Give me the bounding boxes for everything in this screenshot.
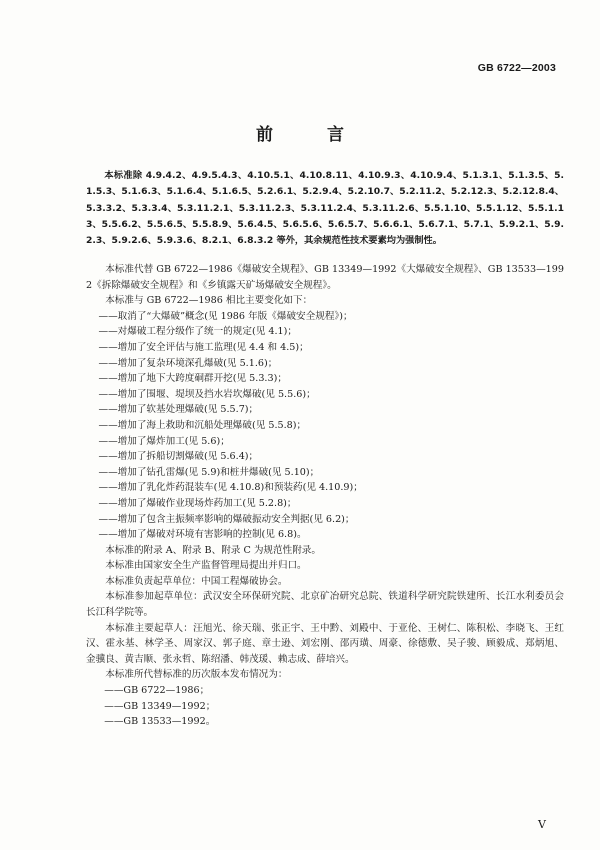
change-item: ——增加了软基处理爆破(见 5.5.7)；: [98, 404, 259, 416]
paragraph: 本标准负责起草单位：中国工程爆破协会。: [105, 575, 288, 587]
intro-section: [86, 168, 564, 249]
paragraph: 本标准由国家安全生产监督管理局提出并归口。: [105, 560, 307, 572]
change-item: ——增加了爆破作业现场炸药加工(见 5.2.8)；: [98, 497, 297, 509]
change-item: ——增加了复杂环境深孔爆破(见 5.1.6)；: [98, 357, 278, 369]
intro-paragraph: 本标准除 4.9.4.2、4.9.5.4.3、4.10.5.1、4.10.8.11、4.10.9.3、4.10.9.4、5.1.3.1、5.1.3.5、5.1.5.3、5.1.6.3、5.1.6.4、5.1.6.5、5.2.6.1、5.2.9.4、5.2.10.7、5.2.11.2、5.2.12.3、5.2.12.8.4、5.3.3.2、5.3.3.4、5.3.11.2.1、5.3.11.2.3、5.3.11.2.4、5.3.11.2.6、5.5.1.10、5.5.1.12、5.5.1.13、5.5.6.2、5.5.6.5、5.5.8.9、5.6.4.5、5.6.5.6、5.6.5.7、5.6.6.1、5.6.7.1、5.7.1、5.9.2.1、5.9.2.3、5.9.2.6、5.9.3.6、8.2.1、6.8.3.2 等外，其余规范性技术要素均为强制性。: [86, 170, 564, 247]
paragraph: 本标准参加起草单位：武汉安全环保研究院、北京矿冶研究总院、铁道科学研究院铁建所、长江水利委员会长江科学院等。: [86, 591, 564, 619]
change-item: ——增加了地下大跨度硐群开挖(见 5.3.3)；: [98, 373, 287, 385]
main-section: [86, 262, 564, 730]
change-item: ——增加了乳化炸药混装车(见 4.10.8)和预装药(见 4.10.9)；: [98, 482, 363, 494]
page-number: V: [538, 818, 546, 831]
change-item: ——增加了爆破对环境有害影响的控制(见 6.8)。: [98, 529, 307, 541]
history-item: ——GB 13533—1992。: [104, 716, 216, 728]
history-item: ——GB 13349—1992；: [104, 700, 216, 712]
change-item: ——增加了围堰、堤坝及挡水岩坎爆破(见 5.5.6)；: [98, 388, 316, 400]
page-title: 前 言: [256, 125, 368, 145]
change-item: ——增加了安全评估与施工监理(见 4.4 和 4.5)；: [98, 341, 309, 353]
change-item: ——增加了海上救助和沉船处理爆破(见 5.5.8)；: [98, 419, 307, 431]
change-item: ——对爆破工程分级作了统一的规定(见 4.1)；: [98, 326, 297, 338]
paragraph: 本标准的附录 A、附录 B、附录 C 为规范性附录。: [105, 544, 321, 556]
change-item: ——增加了拆船切割爆破(见 5.6.4)；: [98, 451, 259, 463]
change-item: ——增加了钻孔雷爆(见 5.9)和桩井爆破(见 5.10)；: [98, 466, 320, 478]
paragraph: 本标准主要起草人：汪旭光、徐天瑞、张正宇、王中黔、刘殿中、于亚伦、王树仁、陈积松、李晓飞、王红汉、霍永基、林学圣、周家汉、郭子庭、章士逊、刘宏刚、邵丙璜、周豪、徐德敷、吴子骏、顾毅成、郑炳旭、金骥良、黄吉顺、张永哲、陈绍潘、韩茂瑗、赖志成、薛培兴。: [86, 622, 564, 665]
standard-code: GB 6722—2003: [477, 62, 556, 74]
paragraph: 本标准所代替标准的历次版本发布情况为：: [105, 669, 288, 681]
change-item: ——增加了包含主振频率影响的爆破振动安全判据(见 6.2)；: [98, 513, 355, 525]
paragraph: 本标准代替 GB 6722—1986《爆破安全规程》、GB 13349—1992《大爆破安全规程》、GB 13533—1992《拆除爆破安全规程》和《乡镇露天矿场爆破安全规程》。: [86, 264, 564, 291]
paragraph: 本标准与 GB 6722—1986 相比主要变化如下：: [105, 295, 313, 307]
change-item: ——取消了“大爆破”概念(见 1986 年版《爆破安全规程》)；: [98, 310, 353, 322]
history-item: ——GB 6722—1986；: [104, 685, 210, 697]
change-item: ——增加了爆炸加工(见 5.6)；: [98, 435, 230, 447]
